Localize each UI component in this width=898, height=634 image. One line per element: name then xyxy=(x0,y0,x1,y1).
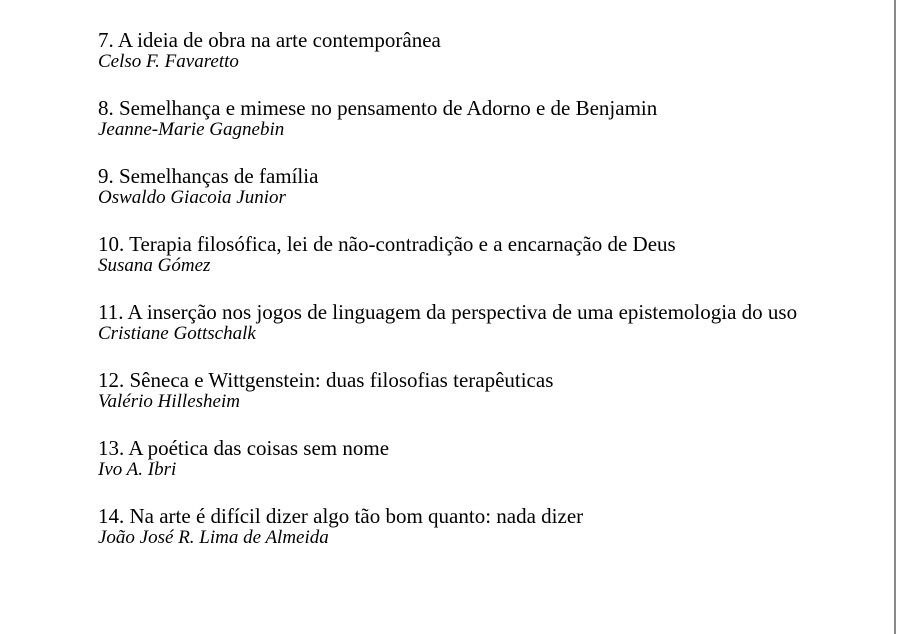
chapter-title: 13. A poética das coisas sem nome xyxy=(98,436,390,460)
chapter-title: 9. Semelhanças de família xyxy=(98,164,319,188)
toc-entry-9 xyxy=(98,165,818,209)
chapter-author: Celso F. Favaretto xyxy=(98,51,239,72)
table-of-contents xyxy=(98,29,818,573)
chapter-title: 11. A inserção nos jogos de linguagem da perspectiva de uma epistemologia do uso xyxy=(98,300,798,324)
chapter-author: Jeanne-Marie Gagnebin xyxy=(98,119,285,140)
chapter-title: 7. A ideia de obra na arte contemporânea xyxy=(98,28,441,52)
toc-entry-13 xyxy=(98,437,818,481)
toc-entry-8 xyxy=(98,97,818,141)
chapter-author: Oswaldo Giacoia Junior xyxy=(98,187,286,208)
chapter-author: Cristiane Gottschalk xyxy=(98,323,256,344)
chapter-title: 14. Na arte é difícil dizer algo tão bom quanto: nada dizer xyxy=(98,504,584,528)
chapter-title: 10. Terapia filosófica, lei de não-contradição e a encarnação de Deus xyxy=(98,232,676,256)
toc-entry-7 xyxy=(98,29,818,73)
chapter-author: Valério Hillesheim xyxy=(98,391,240,412)
chapter-author: Ivo A. Ibri xyxy=(98,459,177,480)
chapter-author: João José R. Lima de Almeida xyxy=(98,527,329,548)
chapter-title: 8. Semelhança e mimese no pensamento de Adorno e de Benjamin xyxy=(98,96,658,120)
toc-entry-14 xyxy=(98,505,818,549)
chapter-title: 12. Sêneca e Wittgenstein: duas filosofias terapêuticas xyxy=(98,368,554,392)
chapter-author: Susana Gómez xyxy=(98,255,211,276)
toc-entry-11 xyxy=(98,301,818,345)
toc-entry-12 xyxy=(98,369,818,413)
toc-entry-10 xyxy=(98,233,818,277)
